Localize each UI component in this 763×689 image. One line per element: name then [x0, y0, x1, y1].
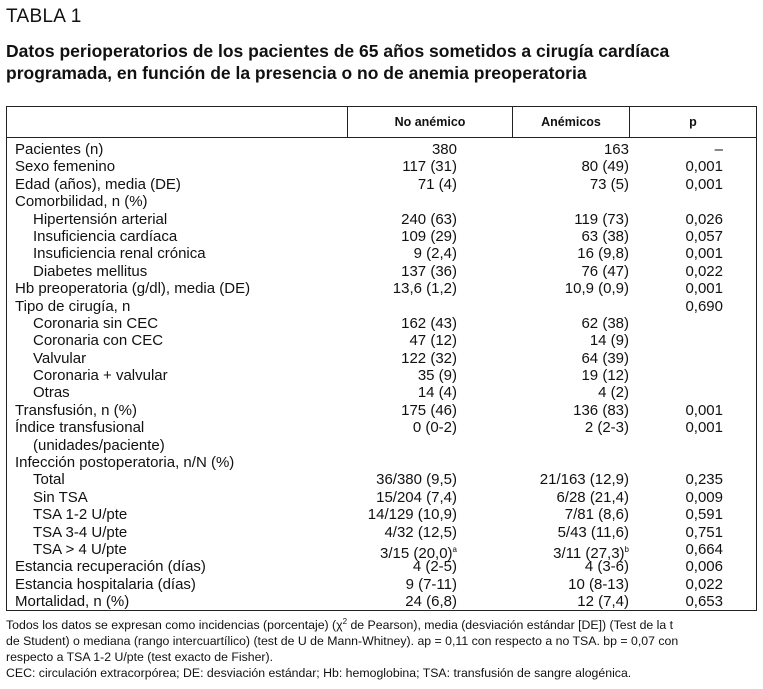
- cell-p: 0,001: [685, 401, 723, 419]
- table-row: [7, 245, 756, 262]
- footnote-line-1: Todos los datos se expresan como incidencias (porcentaje) ($\chi^2$ de Pearson), media (desviación estándar [DE]) (Test de la t: [6, 617, 674, 633]
- table-row: [7, 593, 756, 610]
- cell-no-anemico: 14/129 (10,9): [367, 506, 457, 524]
- table-row: [7, 228, 756, 245]
- table-footnote: [6, 614, 758, 681]
- table-row: [7, 540, 756, 562]
- table-row: [7, 437, 756, 454]
- row-label: Diabetes mellitus: [33, 262, 148, 280]
- table-row: [7, 193, 756, 210]
- cell-anemicos: 2 (2-3): [584, 419, 629, 437]
- row-label: (unidades/paciente): [33, 436, 165, 454]
- cell-no-anemico: 240 (63): [401, 210, 457, 228]
- cell-no-anemico: 4/32 (12,5): [384, 523, 457, 541]
- row-label: Total: [33, 471, 65, 489]
- row-label: Otras: [33, 384, 70, 402]
- cell-no-anemico: 0 (0-2): [412, 419, 457, 437]
- cell-anemicos: 21/163 (12,9): [539, 471, 629, 489]
- cell-anemicos: 80 (49): [581, 158, 629, 176]
- cell-anemicos: 73 (5): [589, 175, 629, 193]
- table-title: [6, 40, 756, 84]
- cell-p: 0,026: [685, 210, 723, 228]
- table-row: [7, 402, 756, 419]
- row-label: Estancia recuperación (días): [15, 558, 206, 576]
- cell-p: 0,664: [685, 540, 723, 558]
- cell-no-anemico: 380: [431, 141, 457, 158]
- data-table: [6, 106, 757, 611]
- table-row: [7, 506, 756, 523]
- cell-p: 0,001: [685, 158, 723, 176]
- row-label: Pacientes (n): [15, 141, 104, 158]
- cell-no-anemico: 3/15 $(20,0)^a$: [380, 544, 457, 562]
- cell-anemicos: 16 (9,8): [577, 245, 629, 263]
- table-row: [7, 454, 756, 471]
- cell-no-anemico: 9 (7-11): [405, 575, 457, 593]
- cell-no-anemico: 137 (36): [401, 262, 457, 280]
- table-row: [7, 263, 756, 280]
- table-row: [7, 524, 756, 541]
- cell-no-anemico: 14 (4): [417, 384, 457, 402]
- table-row: [7, 176, 756, 193]
- cell-p: 0,591: [685, 506, 723, 524]
- footnote-line-2: de Student) o mediana (rango intercuartílico) (test de U de Mann-Whitney). ap = 0,11 con respecto a no TSA. bp = 0,07 con: [6, 634, 679, 649]
- row-label: Insuficiencia renal crónica: [33, 245, 206, 263]
- cell-no-anemico: 9 (2,4): [413, 245, 457, 263]
- cell-anemicos: 12 (7,4): [577, 593, 629, 611]
- cell-anemicos: 10,9 (0,9): [564, 280, 629, 298]
- cell-anemicos: 4 (2): [598, 384, 629, 402]
- cell-no-anemico: 47 (12): [409, 332, 457, 350]
- cell-no-anemico: 35 (9): [417, 367, 457, 385]
- cell-p: 0,006: [685, 558, 723, 576]
- cell-anemicos: 5/43 (11,6): [557, 523, 629, 541]
- cell-anemicos: 62 (38): [581, 314, 629, 332]
- cell-no-anemico: 122 (32): [401, 349, 457, 367]
- row-label: Comorbilidad, n (%): [15, 193, 148, 211]
- row-label: Coronaria + valvular: [33, 367, 168, 385]
- table-row: [7, 471, 756, 488]
- cell-anemicos: 7/81 (8,6): [564, 506, 629, 524]
- cell-p: 0,751: [685, 523, 723, 541]
- title-line-2: programada, en función de la presencia o no de anemia preoperatoria: [6, 63, 587, 83]
- row-label: Hipertensión arterial: [33, 210, 168, 228]
- cell-anemicos: 64 (39): [581, 349, 629, 367]
- cell-p: 0,235: [685, 471, 723, 489]
- cell-p: 0,057: [685, 227, 723, 245]
- cell-no-anemico: 36/380 (9,5): [376, 471, 457, 489]
- cell-no-anemico: 4 (2-5): [412, 558, 457, 576]
- cell-p: 0,022: [685, 575, 723, 593]
- table-row: [7, 384, 756, 401]
- cell-no-anemico: 117 (31): [402, 158, 457, 176]
- header-no-anemico: No anémico: [394, 115, 466, 129]
- row-label: Tipo de cirugía, n: [15, 297, 131, 315]
- cell-no-anemico: 109 (29): [401, 227, 457, 245]
- header-anemicos: Anémicos: [541, 115, 601, 129]
- row-label: Índice transfusional: [15, 419, 145, 437]
- cell-p: 0,653: [685, 593, 723, 611]
- cell-no-anemico: 15/204 (7,4): [376, 488, 457, 506]
- table-row: [7, 367, 756, 384]
- table-row: [7, 280, 756, 297]
- cell-anemicos: 163: [603, 141, 629, 158]
- row-label: Estancia hospitalaria (días): [15, 575, 196, 593]
- cell-no-anemico: 175 (46): [401, 401, 457, 419]
- table-row: [7, 576, 756, 593]
- row-label: Hb preoperatoria (g/dl), media (DE): [15, 280, 251, 298]
- cell-p: 0,001: [685, 175, 723, 193]
- table-row: [7, 332, 756, 349]
- table-label: TABLA 1: [6, 6, 82, 27]
- cell-anemicos: 19 (12): [581, 367, 629, 385]
- row-label: Mortalidad, n (%): [15, 593, 130, 611]
- footnote-line-4: CEC: circulación extracorpórea; DE: desviación estándar; Hb: hemoglobina; TSA: transfusión de sangre alogénica.: [6, 666, 632, 681]
- row-label: TSA 1-2 U/pte: [33, 506, 128, 524]
- cell-no-anemico: 71 (4): [417, 175, 457, 193]
- cell-p: 0,001: [685, 419, 723, 437]
- cell-no-anemico: 162 (43): [401, 314, 457, 332]
- cell-no-anemico: 13,6 (1,2): [392, 280, 457, 298]
- cell-p: 0,009: [685, 488, 723, 506]
- cell-anemicos: 119 (73): [574, 210, 629, 228]
- cell-no-anemico: 24 (6,8): [405, 593, 457, 611]
- row-label: Coronaria sin CEC: [33, 314, 159, 332]
- cell-anemicos: 76 (47): [581, 262, 629, 280]
- table-row: [7, 558, 756, 575]
- row-label: Valvular: [33, 349, 87, 367]
- cell-anemicos: 4 (3-6): [584, 558, 629, 576]
- row-label: Sexo femenino: [15, 158, 116, 176]
- cell-p: 0,690: [685, 297, 723, 315]
- table-row: [7, 141, 756, 158]
- row-label: Coronaria con CEC: [33, 332, 164, 350]
- cell-anemicos: 10 (8-13): [568, 575, 629, 593]
- cell-anemicos: 63 (38): [581, 227, 629, 245]
- table-row: [7, 211, 756, 228]
- row-label: Sin TSA: [33, 488, 88, 506]
- row-label: TSA > 4 U/pte: [33, 540, 127, 558]
- table-row: [7, 350, 756, 367]
- cell-p: 0,022: [685, 262, 723, 280]
- header-divider: [7, 137, 756, 138]
- table-row: [7, 158, 756, 175]
- row-label: Transfusión, n (%): [15, 401, 137, 419]
- cell-anemicos: 3/11 $(27,3)^b$: [553, 544, 629, 562]
- table-row: [7, 315, 756, 332]
- table-row: [7, 298, 756, 315]
- row-label: TSA 3-4 U/pte: [33, 523, 128, 541]
- footnote-line-3: respecto a TSA 1-2 U/pte (test exacto de Fisher).: [6, 650, 274, 665]
- table-row: [7, 489, 756, 506]
- cell-p: 0,001: [685, 280, 723, 298]
- row-label: Edad (años), media (DE): [15, 175, 181, 193]
- table-row: [7, 419, 756, 436]
- cell-p: 0,001: [685, 245, 723, 263]
- cell-p: –: [714, 141, 723, 158]
- cell-anemicos: 136 (83): [573, 401, 629, 419]
- title-line-1: Datos perioperatorios de los pacientes de 65 años sometidos a cirugía cardíaca: [6, 41, 670, 61]
- table-body: [7, 141, 756, 611]
- row-label: Infección postoperatoria, n/N (%): [15, 454, 235, 472]
- cell-anemicos: 6/28 (21,4): [556, 488, 629, 506]
- cell-anemicos: 14 (9): [589, 332, 629, 350]
- header-p: p: [689, 115, 697, 129]
- row-label: Insuficiencia cardíaca: [33, 227, 178, 245]
